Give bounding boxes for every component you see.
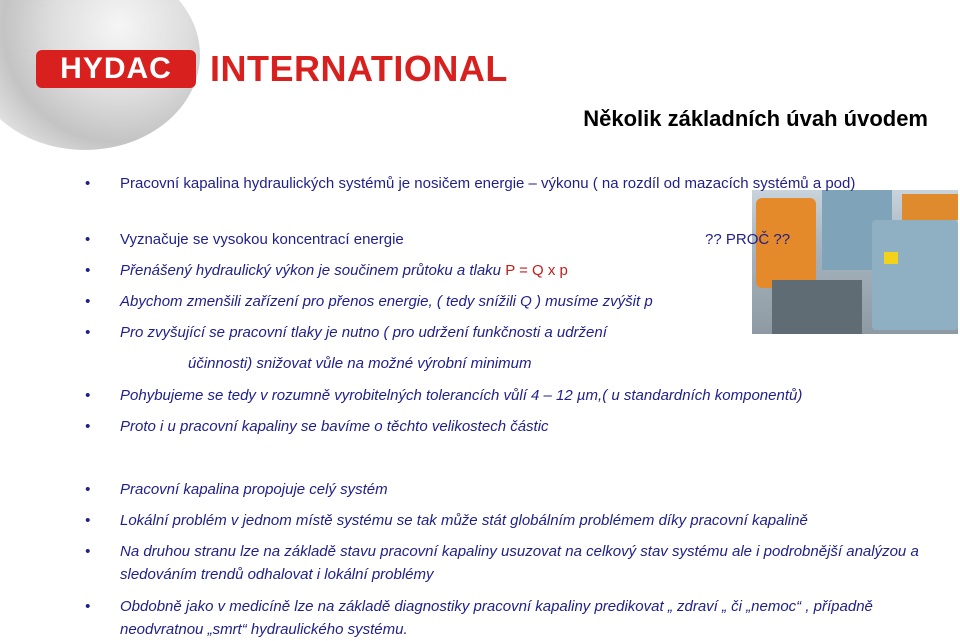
slide-title: Několik základních úvah úvodem [583,106,928,131]
logo-international: INTERNATIONAL [210,48,508,89]
bullet-item: • Pracovní kapalina hydraulických systémů je nosičem energie – výkonu ( na rozdíl od mazacích systémů a pod) [88,172,938,195]
bullet-item: • Abychom zmenšili zařízení pro přenos energie, ( tedy snížili Q ) musíme zvýšit p [88,290,938,313]
bullet-item: • Pohybujeme se tedy v rozumně vyrobitelných tolerancích vůlí 4 – 12 µm,( u standardních komponentů) [88,384,938,407]
logo-text: HYDAC [60,52,172,85]
bullet-item: • Pracovní kapalina propojuje celý systém [88,478,938,501]
bullet-item: • Lokální problém v jednom místě systému se tak může stát globálním problémem díky pracovní kapalině [88,509,938,532]
bullet-item [88,259,938,282]
bullet-text: Přenášený hydraulický výkon je součinem průtoku a tlaku [120,262,506,279]
bullet-item: • Pro zvyšující se pracovní tlaky je nutno ( pro udržení funkčnosti a udržení [88,321,938,344]
why-question: ?? PROČ ?? [705,231,791,248]
bullet-item: • Obdobně jako v medicíně lze na základě diagnostiky pracovní kapaliny predikovat „ zdraví „ či „nemoc“ , případně neodvratnou „smrt“ hydraulického systému. [88,595,938,641]
continued-line: účinnosti) snižovat vůle na možné výrobní minimum [188,355,532,372]
bullet-text: Vyznačuje se vysokou koncentrací energie [120,231,404,248]
bullet-item: • Proto i u pracovní kapaliny se bavíme o těchto velikostech částic [88,415,938,438]
hydac-logo [36,50,196,88]
bullet-item: • Na druhou stranu lze na základě stavu pracovní kapaliny usuzovat na celkový stav systému ale i podrobnější analýzou a sledováním trendů odhalovat i lokální problémy [88,540,938,586]
bullet-item [88,228,938,251]
formula: P = Q x p [505,262,568,279]
